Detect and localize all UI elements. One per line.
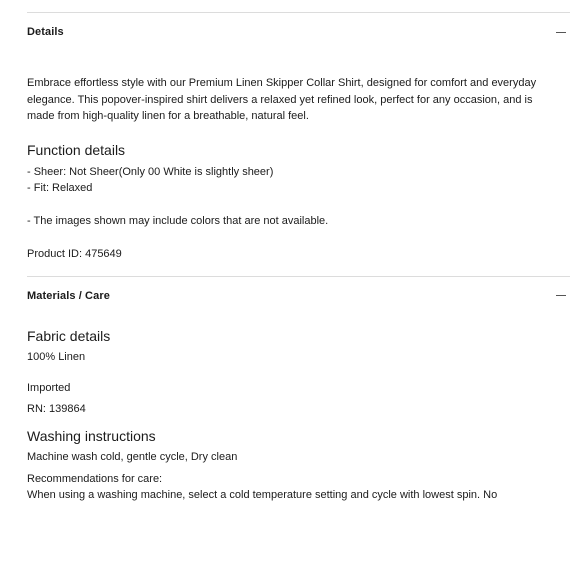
washing-instructions-heading: Washing instructions (27, 427, 156, 444)
minus-icon[interactable] (556, 295, 566, 296)
minus-icon[interactable] (556, 32, 566, 33)
materials-section-title: Materials / Care (27, 289, 110, 302)
product-description: Embrace effortless style with our Premium Linen Skipper Collar Shirt, designed for comfort and everyday elegance. This popover-inspired shirt delivers a relaxed yet refined look, perfect for any occasion, and is made from high-quality linen for a breathable, natural feel. (27, 77, 537, 122)
details-section-header[interactable] (27, 13, 568, 51)
rn-number: RN: 139864 (27, 402, 86, 415)
details-section-title: Details (27, 26, 64, 38)
materials-section-header[interactable] (27, 277, 568, 315)
function-details-heading: Function details (27, 141, 126, 158)
fabric-composition: 100% Linen (27, 350, 86, 363)
sheer-detail: - Sheer: Not Sheer(Only 00 White is slightly sheer) (27, 165, 274, 178)
fit-detail: - Fit: Relaxed (27, 181, 93, 194)
images-note: - The images shown may include colors that are not available. (27, 214, 329, 227)
care-recommendations-label: Recommendations for care: (27, 472, 163, 485)
imported-label: Imported (27, 381, 71, 394)
care-recommendations-text: When using a washing machine, select a cold temperature setting and cycle with lowest spin. No (27, 488, 498, 501)
fabric-details-heading: Fabric details (27, 327, 111, 344)
washing-instructions: Machine wash cold, gentle cycle, Dry clean (27, 450, 238, 463)
product-id: Product ID: 475649 (27, 247, 122, 260)
